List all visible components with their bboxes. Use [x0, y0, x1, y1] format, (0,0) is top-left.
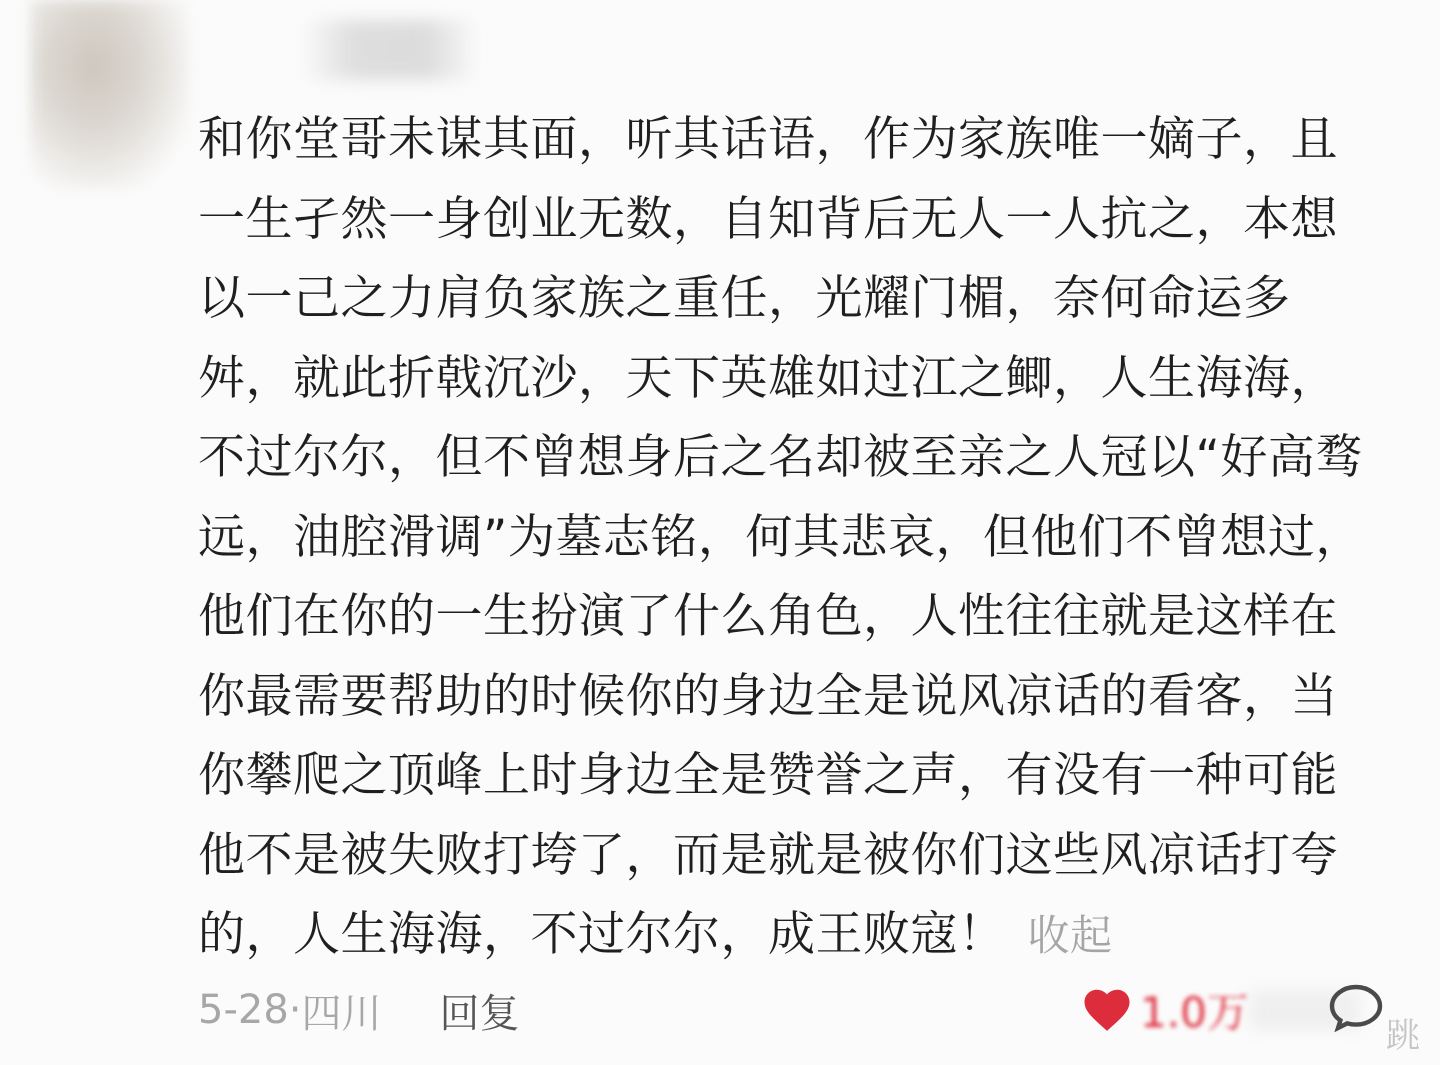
collapse-button[interactable]: 收起 [1027, 911, 1113, 960]
watermark: 跳 [1386, 1016, 1420, 1056]
comment-date: 5-28 [198, 987, 289, 1033]
comment-text [198, 100, 1378, 976]
username[interactable] [300, 20, 480, 80]
heart-icon [1080, 983, 1134, 1037]
comment-content: 和你堂哥未谋其面，听其话语，作为家族唯一嫡子，且一生孑然一身创业无数，自知背后无人一人抗之，本想以一己之力肩负家族之重任，光耀门楣，奈何命运多舛，就此折戟沉沙，天下英雄如过江之鲫，人生海海，不过尔尔，但不曾想身后之名却被至亲之人冠以“好高骛远，油腔滑调”为墓志铭，何其悲哀，但他们不曾想过，他们在你的一生扮演了什么角色，人性往往就是这样在你最需要帮助的时候你的身边全是说风凉话的看客，当你攀爬之顶峰上时身边全是赞誉之声，有没有一种可能他不是被失败打垮了，而是就是被你们这些风凉话打夸的，人生海海，不过尔尔，成王败寇！ [198, 112, 1363, 962]
comment-icon[interactable] [1328, 982, 1384, 1032]
meta-separator: · [288, 987, 302, 1033]
avatar[interactable] [30, 0, 190, 190]
comment-footer [198, 985, 520, 1035]
like-button[interactable] [1080, 980, 1249, 1040]
reply-button[interactable]: 回复 [439, 990, 520, 1037]
like-count: 1.0万 [1140, 988, 1249, 1037]
comment-location: 四川 [301, 990, 382, 1037]
